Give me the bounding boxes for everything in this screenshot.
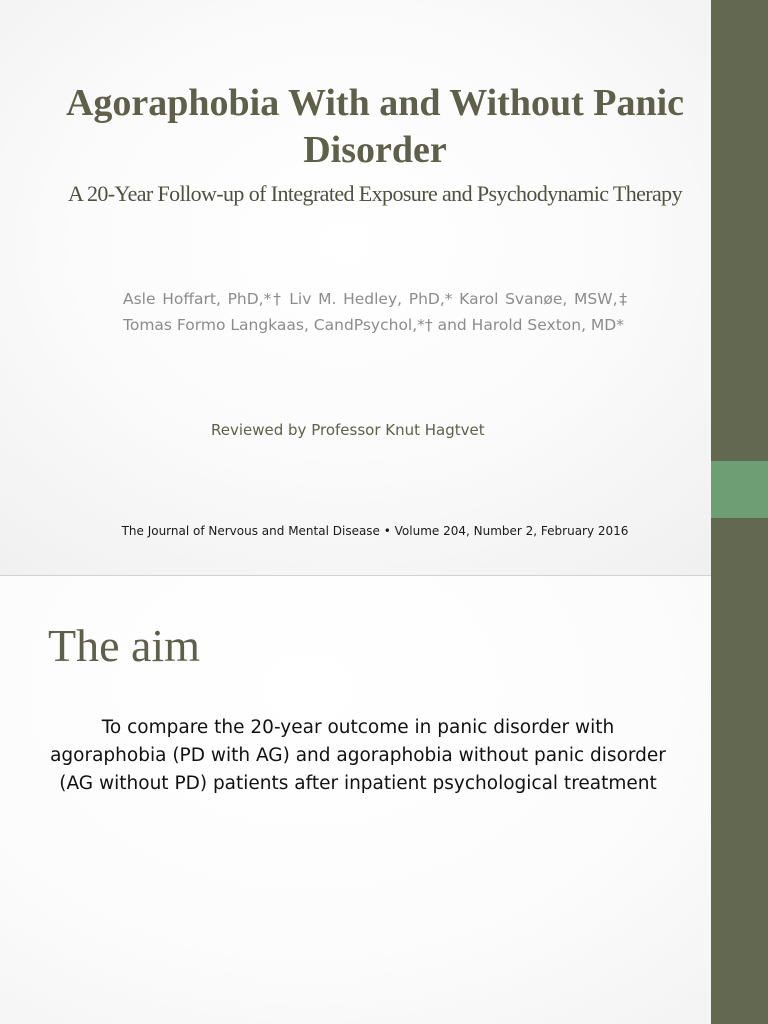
decorative-side-accent xyxy=(711,461,768,518)
reviewer-line: Reviewed by Professor Knut Hagtvet xyxy=(211,421,485,439)
slide-title: Agoraphobia With and Without Panic Disorder xyxy=(65,82,685,171)
author-list: Asle Hoffart, PhD,*† Liv M. Hedley, PhD,* Karol Svanøe, MSW,‡ Tomas Formo Langkaas, CandPsychol,*† and Harold Sexton, MD* xyxy=(123,290,627,334)
aim-slide xyxy=(0,576,768,1024)
journal-citation: The Journal of Nervous and Mental Disease • Volume 204, Number 2, February 2016 xyxy=(121,524,629,538)
slide-subtitle: A 20-Year Follow-up of Integrated Exposure and Psychodynamic Therapy xyxy=(68,181,682,206)
aim-heading: The aim xyxy=(48,620,200,671)
decorative-side-bar-2 xyxy=(711,576,768,1024)
aim-body-text: To compare the 20-year outcome in panic disorder with agoraphobia (PD with AG) and agoraphobia without panic disorder (AG without PD) patients after inpatient psychological treatment xyxy=(50,717,666,794)
